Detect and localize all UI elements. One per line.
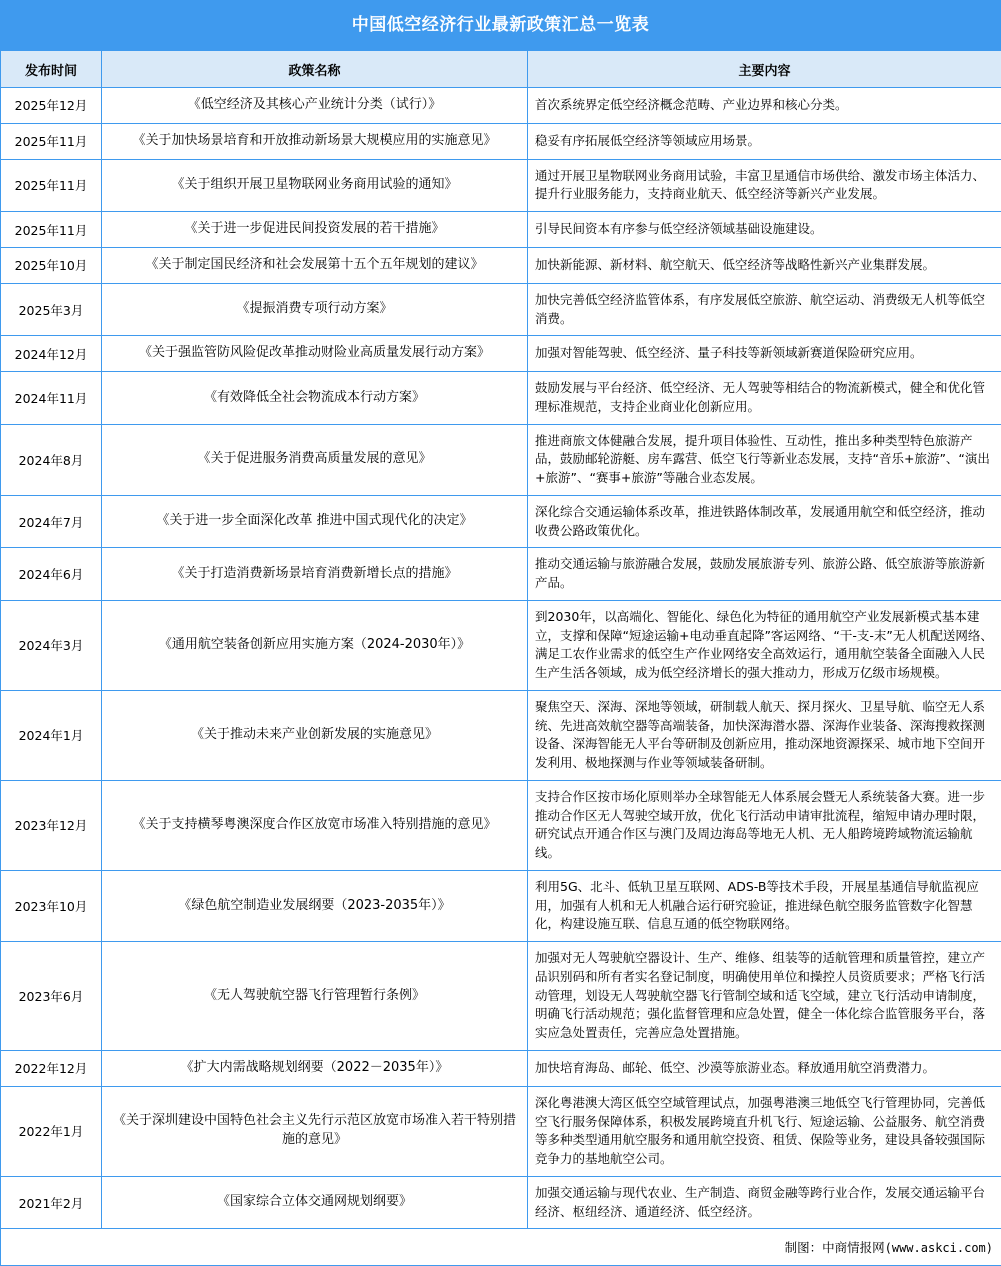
cell-policy-name: 《关于促进服务消费高质量发展的意见》 — [102, 424, 528, 495]
cell-main-content: 首次系统界定低空经济概念范畴、产业边界和核心分类。 — [528, 88, 1001, 124]
cell-main-content: 加强交通运输与现代农业、生产制造、商贸金融等跨行业合作，发展交通运输平台经济、枢纽经济、通道经济、低空经济。 — [528, 1176, 1001, 1229]
cell-release-date: 2025年11月 — [1, 123, 102, 159]
table-row — [1, 495, 1001, 548]
cell-release-date: 2024年11月 — [1, 372, 102, 425]
cell-release-date: 2025年11月 — [1, 159, 102, 212]
cell-main-content: 引导民间资本有序参与低空经济领域基础设施建设。 — [528, 212, 1001, 248]
table-row — [1, 942, 1001, 1051]
footer-cell — [1, 1229, 1001, 1266]
cell-policy-name: 《绿色航空制造业发展纲要（2023-2035年）》 — [102, 870, 528, 941]
table-row — [1, 248, 1001, 284]
table-row — [1, 1050, 1001, 1086]
table-row — [1, 870, 1001, 941]
table-row — [1, 336, 1001, 372]
cell-main-content: 加强对无人驾驶航空器设计、生产、维修、组装等的适航管理和质量管控，建立产品识别码和所有者实名登记制度，明确使用单位和操控人员资质要求；严格飞行活动管理，划设无人驾驶航空器飞行管制空域和适飞空域，建立飞行活动申请制度，明确飞行活动规范；强化监督管理和应急处置，健全一体化综合监管服务平台，落实应急处置责任，完善应急处置措施。 — [528, 942, 1001, 1051]
cell-release-date: 2023年10月 — [1, 870, 102, 941]
cell-policy-name: 《无人驾驶航空器飞行管理暂行条例》 — [102, 942, 528, 1051]
cell-main-content: 支持合作区按市场化原则举办全球智能无人体系展会暨无人系统装备大赛。进一步推动合作区无人驾驶空域开放，优化飞行活动申请审批流程，缩短申请办理时限，研究试点开通合作区与澳门及周边海岛等地无人机、无人船跨境跨域物流运输航线。 — [528, 780, 1001, 870]
table-row — [1, 372, 1001, 425]
cell-main-content: 推动交通运输与旅游融合发展，鼓励发展旅游专列、旅游公路、低空旅游等旅游新产品。 — [528, 548, 1001, 601]
cell-main-content: 深化粤港澳大湾区低空空域管理试点，加强粤港澳三地低空飞行管理协同，完善低空飞行服务保障体系，积极发展跨境直升机飞行、短途运输、公益服务、航空消费等多种类型通用航空服务和通用航空投资、租赁、保险等业务，建设具备较强国际竞争力的基地航空公司。 — [528, 1086, 1001, 1176]
cell-release-date: 2025年3月 — [1, 283, 102, 336]
table-header — [1, 51, 1001, 88]
cell-release-date: 2025年10月 — [1, 248, 102, 284]
cell-policy-name: 《关于进一步促进民间投资发展的若干措施》 — [102, 212, 528, 248]
cell-policy-name: 《关于推动未来产业创新发展的实施意见》 — [102, 690, 528, 780]
cell-main-content: 通过开展卫星物联网业务商用试验，丰富卫星通信市场供给、激发市场主体活力、提升行业服务能力，支持商业航天、低空经济等新兴产业发展。 — [528, 159, 1001, 212]
cell-release-date: 2025年11月 — [1, 212, 102, 248]
footer-row — [1, 1229, 1001, 1266]
cell-release-date: 2024年6月 — [1, 548, 102, 601]
cell-main-content: 稳妥有序拓展低空经济等领域应用场景。 — [528, 123, 1001, 159]
column-header-main-content: 主要内容 — [528, 51, 1001, 88]
cell-main-content: 加快培育海岛、邮轮、低空、沙漠等旅游业态。释放通用航空消费潜力。 — [528, 1050, 1001, 1086]
cell-main-content: 加快新能源、新材料、航空航天、低空经济等战略性新兴产业集群发展。 — [528, 248, 1001, 284]
cell-release-date: 2024年12月 — [1, 336, 102, 372]
cell-release-date: 2024年1月 — [1, 690, 102, 780]
page-title-band — [0, 0, 1001, 50]
cell-policy-name: 《关于加快场景培育和开放推动新场景大规模应用的实施意见》 — [102, 123, 528, 159]
table-row — [1, 1086, 1001, 1176]
cell-policy-name: 《有效降低全社会物流成本行动方案》 — [102, 372, 528, 425]
table-row — [1, 548, 1001, 601]
cell-release-date: 2024年7月 — [1, 495, 102, 548]
cell-main-content: 推进商旅文体健融合发展，提升项目体验性、互动性，推出多种类型特色旅游产品，鼓励邮轮游艇、房车露营、低空飞行等新业态发展，支持“音乐+旅游”、“演出+旅游”、“赛事+旅游”等融合业态发展。 — [528, 424, 1001, 495]
cell-release-date: 2023年12月 — [1, 780, 102, 870]
cell-policy-name: 《关于组织开展卫星物联网业务商用试验的通知》 — [102, 159, 528, 212]
table-row — [1, 212, 1001, 248]
table-row — [1, 600, 1001, 690]
policy-table — [0, 50, 1001, 1266]
table-row — [1, 159, 1001, 212]
cell-policy-name: 《国家综合立体交通网规划纲要》 — [102, 1176, 528, 1229]
table-row — [1, 690, 1001, 780]
cell-main-content: 加快完善低空经济监管体系，有序发展低空旅游、航空运动、消费级无人机等低空消费。 — [528, 283, 1001, 336]
table-row — [1, 88, 1001, 124]
cell-policy-name: 《通用航空装备创新应用实施方案（2024-2030年）》 — [102, 600, 528, 690]
cell-policy-name: 《关于深圳建设中国特色社会主义先行示范区放宽市场准入若干特别措施的意见》 — [102, 1086, 528, 1176]
column-header-date: 发布时间 — [1, 51, 102, 88]
table-row — [1, 123, 1001, 159]
cell-policy-name: 《关于支持横琴粤澳深度合作区放宽市场准入特别措施的意见》 — [102, 780, 528, 870]
table-body — [1, 88, 1001, 1229]
cell-policy-name: 《关于强监管防风险促改革推动财险业高质量发展行动方案》 — [102, 336, 528, 372]
cell-release-date: 2023年6月 — [1, 942, 102, 1051]
page-title: 中国低空经济行业最新政策汇总一览表 — [352, 17, 650, 34]
cell-policy-name: 《提振消费专项行动方案》 — [102, 283, 528, 336]
table-footer — [1, 1229, 1001, 1266]
cell-policy-name: 《低空经济及其核心产业统计分类（试行）》 — [102, 88, 528, 124]
table-header-row — [1, 51, 1001, 88]
cell-policy-name: 《关于进一步全面深化改革 推进中国式现代化的决定》 — [102, 495, 528, 548]
cell-main-content: 聚焦空天、深海、深地等领域，研制载人航天、探月探火、卫星导航、临空无人系统、先进高效航空器等高端装备，加快深海潜水器、深海作业装备、深海搜救探测设备、深海智能无人平台等研制及创新应用，推动深地资源探采、城市地下空间开发利用、极地探测与作业等领域装备研制。 — [528, 690, 1001, 780]
cell-release-date: 2022年1月 — [1, 1086, 102, 1176]
cell-main-content: 到2030年，以高端化、智能化、绿色化为特征的通用航空产业发展新模式基本建立，支撑和保障“短途运输+电动垂直起降”客运网络、“干-支-末”无人机配送网络、满足工农作业需求的低空生产作业网络安全高效运行，通用航空装备全面融入人民生产生活各领域，成为低空经济增长的强大推动力，形成万亿级市场规模。 — [528, 600, 1001, 690]
cell-release-date: 2021年2月 — [1, 1176, 102, 1229]
cell-main-content: 鼓励发展与平台经济、低空经济、无人驾驶等相结合的物流新模式，健全和优化管理标准规范，支持企业商业化创新应用。 — [528, 372, 1001, 425]
cell-main-content: 深化综合交通运输体系改革，推进铁路体制改革，发展通用航空和低空经济，推动收费公路政策优化。 — [528, 495, 1001, 548]
cell-release-date: 2024年3月 — [1, 600, 102, 690]
cell-policy-name: 《关于打造消费新场景培育消费新增长点的措施》 — [102, 548, 528, 601]
table-row — [1, 780, 1001, 870]
cell-main-content: 加强对智能驾驶、低空经济、量子科技等新领域新赛道保险研究应用。 — [528, 336, 1001, 372]
credit-label: 制图：中商情报网 — [785, 1238, 885, 1256]
cell-release-date: 2022年12月 — [1, 1050, 102, 1086]
cell-main-content: 利用5G、北斗、低轨卫星互联网、ADS-B等技术手段，开展星基通信导航监视应用，加强有人机和无人机融合运行研究验证，推进绿色航空服务监管数字化智慧化，构建设施互联、信息互通的低空物联网络。 — [528, 870, 1001, 941]
cell-release-date: 2024年8月 — [1, 424, 102, 495]
cell-release-date: 2025年12月 — [1, 88, 102, 124]
column-header-policy-name: 政策名称 — [102, 51, 528, 88]
table-row — [1, 1176, 1001, 1229]
cell-policy-name: 《扩大内需战略规划纲要（2022－2035年）》 — [102, 1050, 528, 1086]
table-row — [1, 424, 1001, 495]
credit-url: (www.askci.com) — [885, 1241, 993, 1255]
table-row — [1, 283, 1001, 336]
cell-policy-name: 《关于制定国民经济和社会发展第十五个五年规划的建议》 — [102, 248, 528, 284]
